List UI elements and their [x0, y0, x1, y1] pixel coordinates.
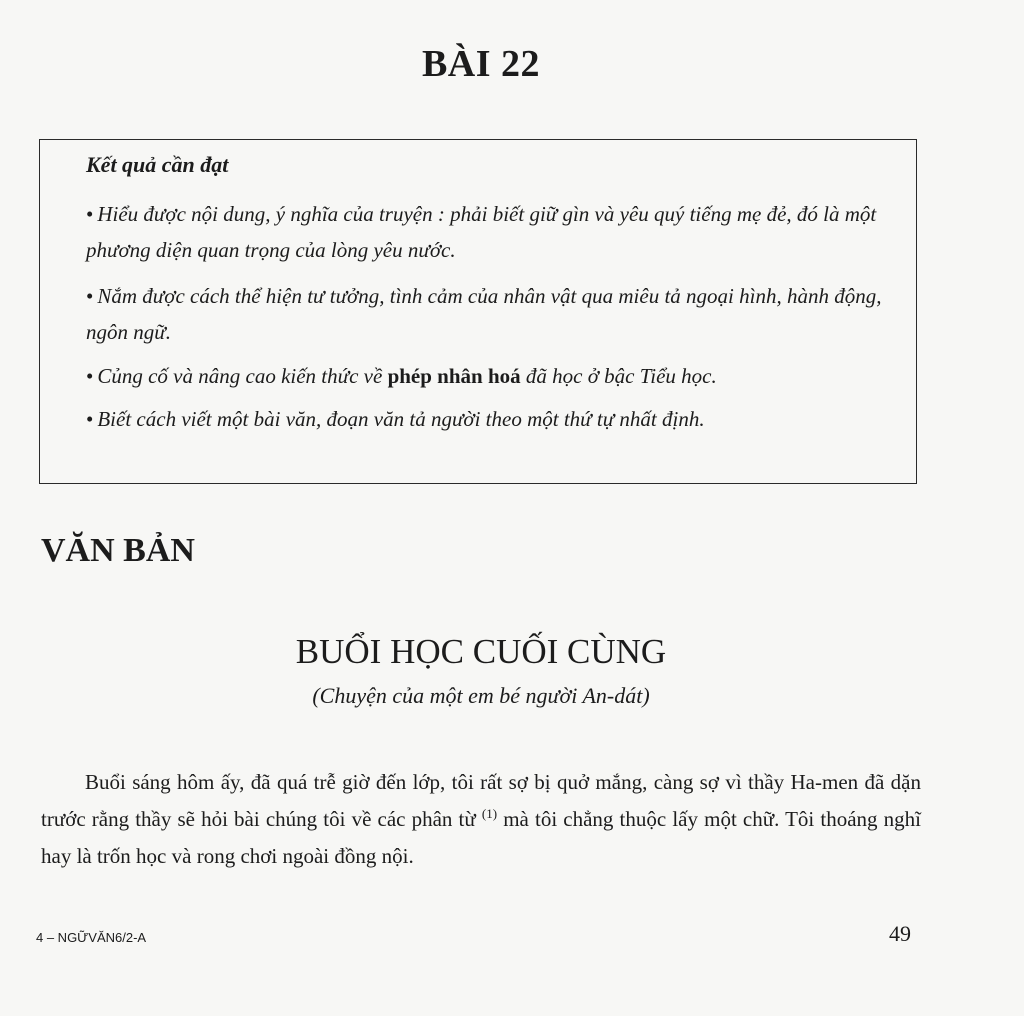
objectives-heading: Kết quả cần đạt — [86, 152, 229, 177]
objective-text: đã học ở bậc Tiểu học. — [520, 364, 717, 388]
bullet-icon: • — [86, 364, 94, 388]
book-code: 4 – NGỮVĂN6/2-A — [36, 930, 147, 945]
objective-item — [86, 358, 916, 394]
objective-item — [86, 196, 886, 268]
objective-text: Củng cố và nâng cao kiến thức về — [97, 364, 388, 388]
section-heading: VĂN BẢN — [41, 532, 195, 569]
objective-item — [86, 278, 886, 350]
objective-emphasis: phép nhân hoá — [387, 364, 521, 388]
objective-text: Nắm được cách thể hiện tư tưởng, tình cảm của nhân vật qua miêu tả ngoại hình, hành động, ngôn ngữ. — [86, 284, 882, 344]
story-title: BUỔI HỌC CUỐI CÙNG — [295, 632, 667, 671]
page-number: 49 — [889, 921, 911, 946]
story-subtitle: (Chuyện của một em bé người An-dát) — [312, 683, 650, 708]
bullet-icon: • — [86, 202, 94, 226]
objective-item — [86, 401, 916, 437]
story-paragraph — [41, 764, 921, 875]
objective-text: Biết cách viết một bài văn, đoạn văn tả người theo một thứ tự nhất định. — [97, 407, 705, 431]
bullet-icon: • — [86, 407, 94, 431]
footnote-marker: (1) — [481, 806, 498, 821]
paragraph-text: Buổi sáng hôm ấy, đã quá trễ giờ đến lớp, tôi rất sợ bị quở mắng, càng sợ vì thầy Ha-men đã dặn trước rằng thầy sẽ hỏi bài chúng tôi về các phân từ — [41, 770, 921, 831]
bullet-icon: • — [86, 284, 94, 308]
paragraph-text: mà tôi chẳng thuộc lấy một chữ. Tôi thoáng nghĩ hay là trốn học và rong chơi ngoài đồng nội. — [41, 807, 921, 868]
objective-text: Hiểu được nội dung, ý nghĩa của truyện : phải biết giữ gìn và yêu quý tiếng mẹ đẻ, đó là một phương diện quan trọng của lòng yêu nước. — [86, 202, 877, 262]
lesson-title: BÀI 22 — [421, 43, 541, 85]
